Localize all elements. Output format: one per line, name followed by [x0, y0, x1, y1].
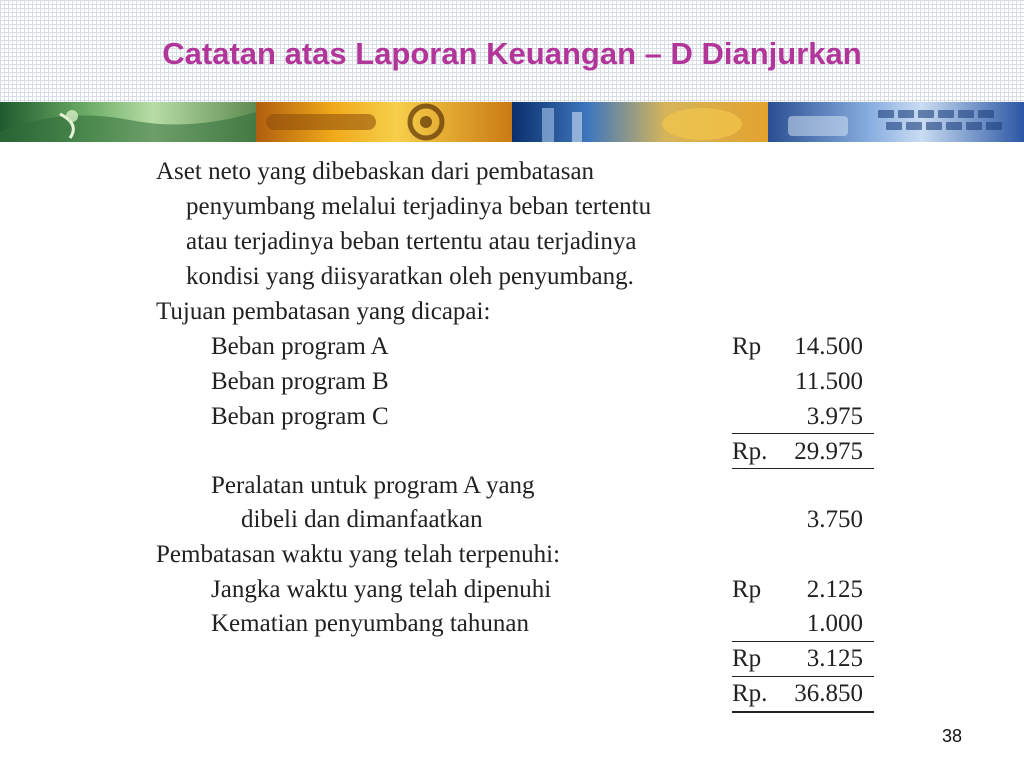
banner-image-keyboard [768, 102, 1024, 142]
slide-title: Catatan atas Laporan Keuangan – D Dianjurkan [162, 36, 862, 71]
banner-image-lab [512, 102, 768, 142]
section-heading-time: Pembatasan waktu yang telah terpenuhi: [156, 541, 561, 568]
keyboard-graphic-icon [768, 102, 1024, 142]
program-a-label: Beban program A [211, 333, 389, 360]
grand-total-currency: Rp. [732, 680, 768, 707]
equipment-line-2: dibeli dan dimanfaatkan [241, 506, 483, 533]
program-total-amount: 29.975 [794, 438, 863, 465]
program-a-amount: 14.500 [794, 333, 863, 360]
grand-total-double-rule [732, 711, 874, 713]
leaf-graphic-icon [0, 102, 256, 142]
page-number: 38 [941, 726, 962, 746]
subtotal-rule [732, 433, 874, 434]
flask-graphic-icon [512, 102, 768, 142]
program-b-label: Beban program B [211, 368, 389, 395]
program-c-label: Beban program C [211, 403, 389, 430]
program-total-rule [732, 468, 874, 469]
time-subtotal-amount: 3.125 [806, 645, 863, 672]
financial-note-body [156, 155, 896, 725]
equipment-line-1: Peralatan untuk program A yang [211, 472, 535, 499]
grand-total-amount: 36.850 [794, 680, 863, 707]
time-item-1-amount: 2.125 [806, 576, 863, 603]
photo-banner [0, 102, 1024, 142]
intro-line-3: atau terjadinya beban tertentu atau terjadinya [186, 228, 637, 255]
section-heading-restrictions: Tujuan pembatasan yang dicapai: [156, 298, 491, 325]
time-item-2-amount: 1.000 [806, 610, 863, 637]
banner-image-gears [256, 102, 512, 142]
intro-line-2: penyumbang melalui terjadinya beban tertentu [186, 193, 652, 220]
intro-line-1: Aset neto yang dibebaskan dari pembatasan [156, 158, 595, 185]
equipment-amount: 3.750 [806, 506, 863, 533]
time-subtotal-currency: Rp [732, 645, 762, 672]
time-item-1-label: Jangka waktu yang telah dipenuhi [211, 576, 552, 603]
slide-header [0, 0, 1024, 102]
program-c-amount: 3.975 [806, 403, 863, 430]
gear-graphic-icon [256, 102, 512, 142]
program-b-amount: 11.500 [795, 368, 863, 395]
intro-line-4: kondisi yang diisyaratkan oleh penyumbang. [186, 263, 634, 290]
program-a-currency: Rp [732, 333, 762, 360]
time-item-2-label: Kematian penyumbang tahunan [211, 610, 529, 637]
banner-image-leaf [0, 102, 256, 142]
time-item-1-currency: Rp [732, 576, 762, 603]
program-total-currency: Rp. [732, 438, 768, 465]
